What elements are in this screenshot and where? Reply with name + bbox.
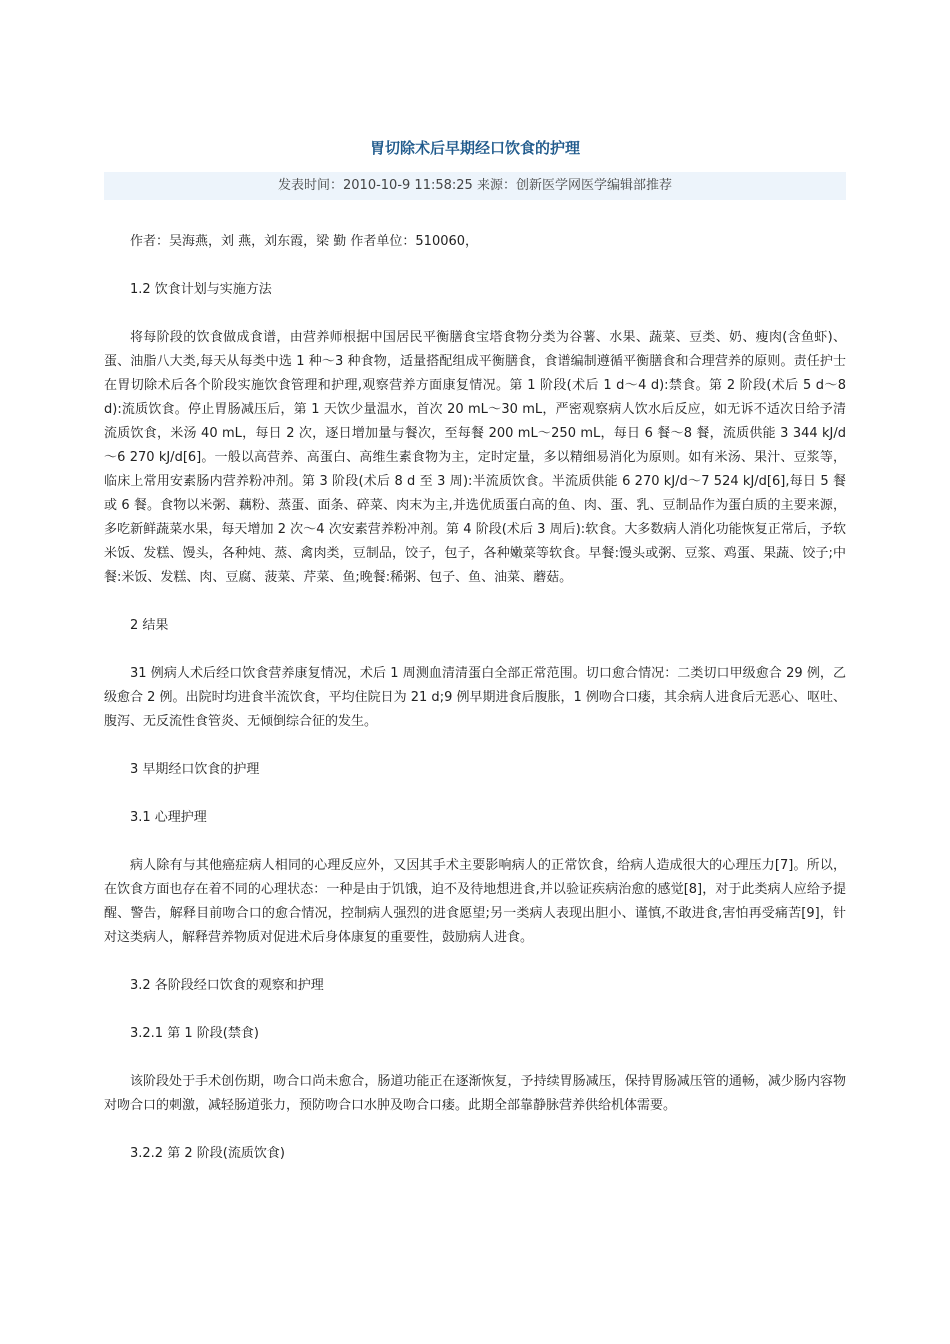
article-title: 胃切除术后早期经口饮食的护理 xyxy=(369,139,580,157)
section-heading: 2 结果 xyxy=(130,618,169,633)
section-heading: 3.2 各阶段经口饮食的观察和护理 xyxy=(130,978,324,993)
section-heading: 3.2.1 第 1 阶段(禁食) xyxy=(130,1026,259,1041)
authors-line: 作者：吴海燕，刘 燕，刘东霞，梁 勤 作者单位：510060， xyxy=(130,234,479,249)
section-heading: 3.2.2 第 2 阶段(流质饮食) xyxy=(130,1146,285,1161)
article-body xyxy=(104,230,846,1190)
body-paragraph: 将每阶段的饮食做成食谱，由营养师根据中国居民平衡膳食宝塔食物分类为谷薯、水果、蔬菜、豆类、奶、瘦肉(含鱼虾)、蛋、油脂八大类,每天从每类中选 1 种～3 种食物，适量搭配组成平衡膳食，食谱编制遵循平衡膳食和合理营养的原则。责任护士在胃切除术后各个阶段实施饮食管理和护理,观察营养方面康复情况。第 1 阶段(术后 1 d～4 d):禁食。第 2 阶段(术后 5 d～8 d):流质饮食。停止胃肠减压后，第 1 天饮少量温水，首次 20 mL～30 mL，严密观察病人饮水后反应，如无诉不适次日给予清流质饮食，米汤 40 mL，每日 2 次，逐日增加量与餐次，至每餐 200 mL～250 mL，每日 6 餐～8 餐，流质供能 3 344 kJ/d～6 270 kJ/d[6]。一般以高营养、高蛋白、高维生素食物为主，定时定量，多以精细易消化为原则。如有米汤、果汁、豆浆等，临床上常用安素肠内营养粉冲剂。第 3 阶段(术后 8 d 至 3 周):半流质饮食。半流质供能 6 270 kJ/d～7 524 kJ/d[6],每日 5 餐或 6 餐。食物以米粥、藕粉、蒸蛋、面条、碎菜、肉末为主,并选优质蛋白高的鱼、肉、蛋、乳、豆制品作为蛋白质的主要来源，多吃新鲜蔬菜水果，每天增加 2 次～4 次安素营养粉冲剂。第 4 阶段(术后 3 周后):软食。大多数病人消化功能恢复正常后，予软米饭、发糕、馒头，各种炖、蒸、禽肉类，豆制品，饺子，包子，各种嫩菜等软食。早餐:馒头或粥、豆浆、鸡蛋、果蔬、饺子;中餐:米饭、发糕、肉、豆腐、菠菜、芹菜、鱼;晚餐:稀粥、包子、鱼、油菜、蘑菇。 xyxy=(104,330,846,585)
section-heading: 3.1 心理护理 xyxy=(130,810,207,825)
publish-time-label: 发表时间： xyxy=(278,178,344,193)
article-meta-bar xyxy=(104,172,846,200)
section-heading: 1.2 饮食计划与实施方法 xyxy=(130,282,272,297)
source-label: 来源： xyxy=(476,178,516,193)
publish-time: 2010-10-9 11:58:25 xyxy=(343,178,473,193)
body-paragraph: 31 例病人术后经口饮食营养康复情况，术后 1 周测血清清蛋白全部正常范围。切口愈合情况：二类切口甲级愈合 29 例，乙级愈合 2 例。出院时均进食半流饮食，平均住院日为 21 d;9 例早期进食后腹胀，1 例吻合口瘘，其余病人进食后无恶心、呕吐、腹泻、无反流性食管炎、无倾倒综合征的发生。 xyxy=(104,666,846,729)
section-heading: 3 早期经口饮食的护理 xyxy=(130,762,260,777)
body-paragraph: 该阶段处于手术创伤期，吻合口尚未愈合，肠道功能正在逐渐恢复，予持续胃肠减压，保持胃肠减压管的通畅，减少肠内容物对吻合口的刺激，减轻肠道张力，预防吻合口水肿及吻合口瘘。此期全部靠静脉营养供给机体需要。 xyxy=(104,1074,846,1113)
body-paragraph: 病人除有与其他癌症病人相同的心理反应外，又因其手术主要影响病人的正常饮食，给病人造成很大的心理压力[7]。所以，在饮食方面也存在着不同的心理状态：一种是由于饥饿，迫不及待地想进食,并以验证疾病治愈的感觉[8]，对于此类病人应给予提醒、警告，解释目前吻合口的愈合情况，控制病人强烈的进食愿望;另一类病人表现出胆小、谨慎,不敢进食,害怕再受痛苦[9]，针对这类病人，解释营养物质对促进术后身体康复的重要性，鼓励病人进食。 xyxy=(104,858,846,945)
source-value: 创新医学网医学编辑部推荐 xyxy=(515,178,672,193)
